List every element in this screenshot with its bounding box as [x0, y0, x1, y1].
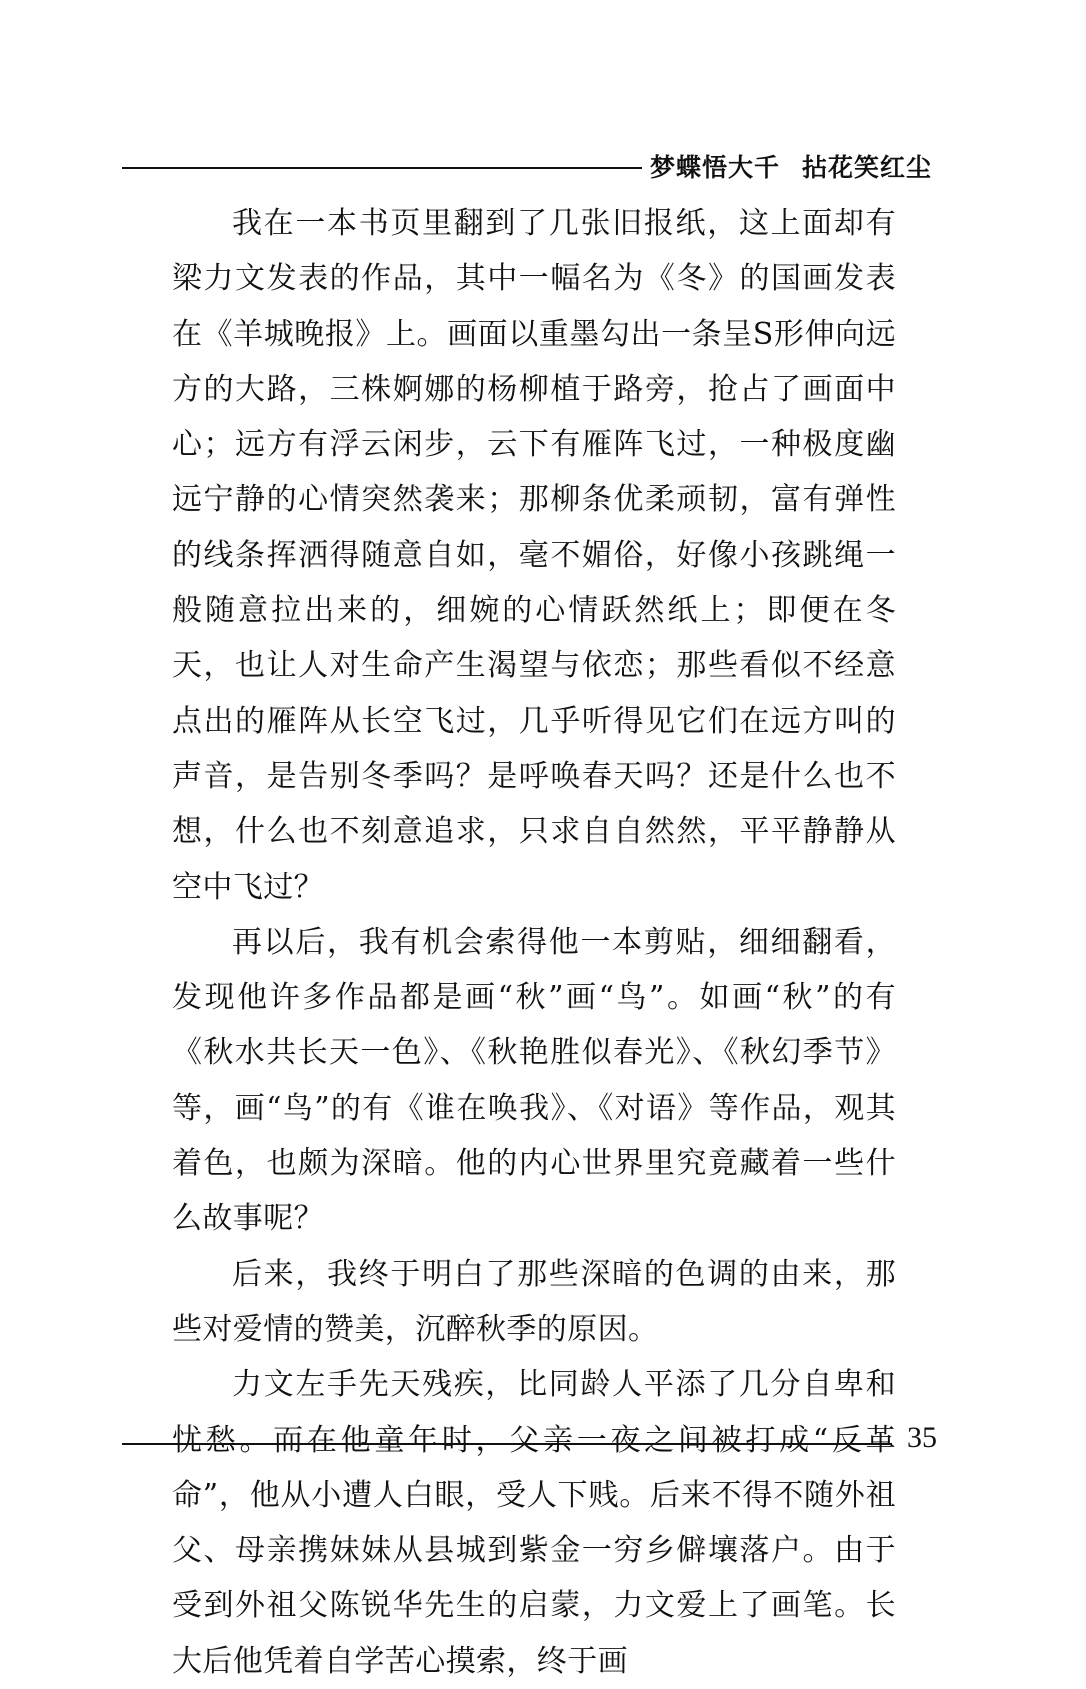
footer-rule	[122, 1443, 892, 1445]
header-rule	[122, 167, 642, 169]
body-text	[172, 196, 896, 1689]
paragraph: 后来，我终于明白了那些深暗的色调的由来，那些对爱情的赞美，沉醉秋季的原因。	[172, 1256, 896, 1347]
header-title-right: 拈花笑红尘	[802, 153, 933, 182]
header-title-left: 梦蝶悟大千	[650, 153, 781, 182]
paragraph: 力文左手先天残疾，比同龄人平添了几分自卑和忧愁。而在他童年时，父亲一夜之间被打成“反革命”，他从小遭人白眼，受人下贱。后来不得不随外祖父、母亲携妹妹从县城到紫金一穷乡僻壤落户。由于受到外祖父陈锐华先生的启蒙，力文爱上了画笔。长大后他凭着自学苦心摸索，终于画	[172, 1367, 896, 1679]
page-number: 35	[907, 1421, 937, 1454]
running-header	[650, 148, 932, 184]
paragraph: 再以后，我有机会索得他一本剪贴，细细翻看，发现他许多作品都是画“秋”画“鸟”。如画“秋”的有《秋水共长天一色》、《秋艳胜似春光》、《秋幻季节》等，画“鸟”的有《谁在唤我》、《对语》等作品，观其着色，也颇为深暗。他的内心世界里究竟藏着一些什么故事呢？	[172, 924, 896, 1237]
paragraph: 我在一本书页里翻到了几张旧报纸，这上面却有梁力文发表的作品，其中一幅名为《冬》的国画发表在《羊城晚报》上。画面以重墨勾出一条呈S形伸向远方的大路，三株婀娜的杨柳植于路旁，抢占了画面中心；远方有浮云闲步，云下有雁阵飞过，一种极度幽远宁静的心情突然袭来；那柳条优柔顽韧，富有弹性的线条挥洒得随意自如，毫不媚俗，好像小孩跳绳一般随意拉出来的，细婉的心情跃然纸上；即便在冬天，也让人对生命产生渴望与依恋；那些看似不经意点出的雁阵从长空飞过，几乎听得见它们在远方叫的声音，是告别冬季吗？是呼唤春天吗？还是什么也不想，什么也不刻意追求，只求自自然然，平平静静从空中飞过？	[172, 206, 896, 905]
